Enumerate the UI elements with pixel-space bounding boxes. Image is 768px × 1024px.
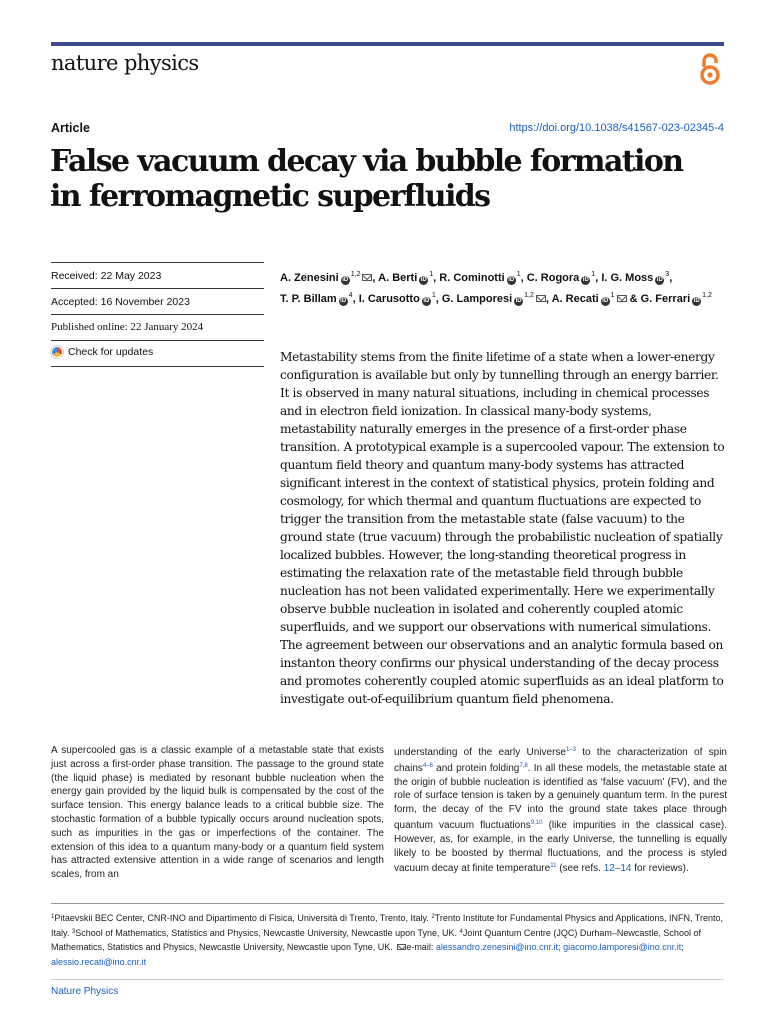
author[interactable]: R. Cominotti iD$^1$, <box>439 271 524 284</box>
email-icon[interactable] <box>362 274 372 281</box>
body-text-right: understanding of the early Universe$^{1-3}$ to the characterization of spin chains$^{4-6}$ and protein folding$^{7,8}$. In all these models, the metastable state at the origin of bubble nucleation is identified as ‘false vacuum’ (FV), and the role of surface tension is taken by a genuinely quantum term. In the purest form, the decay of the FV into the ground state takes place through quantum vacuum fluctuations$^{9,10}$ (like impurities in the classical case). However, as, for example, in the early Universe, the tunnelling is equally likely to be boosted by thermal fluctuations, and the process is styled vacuum decay at finite temperature$^{11}$ (see refs. 12–14 for reviews). <box>394 747 728 875</box>
divider <box>51 262 264 263</box>
orcid-icon[interactable]: iD <box>602 298 609 304</box>
divider <box>51 366 264 367</box>
accepted-date: Accepted: 16 November 2023 <box>51 296 190 308</box>
journal-logo[interactable]: nature physics <box>51 51 199 75</box>
author[interactable]: A. Zenesini iD$^{1,2}$ , <box>280 271 376 284</box>
top-rule <box>51 42 724 46</box>
check-for-updates-label: Check for updates <box>68 346 154 358</box>
orcid-icon[interactable]: iD <box>693 298 700 304</box>
orcid-icon[interactable]: iD <box>515 298 522 304</box>
divider <box>51 288 264 289</box>
crossmark-icon <box>51 346 63 358</box>
doi-link[interactable]: https://doi.org/10.1038/s41567-023-02345-4 <box>509 122 724 134</box>
email-icon[interactable] <box>617 295 627 302</box>
citation-link[interactable]: 1–3 <box>565 747 576 753</box>
citation-link[interactable]: 12–14 <box>603 863 632 875</box>
author-list <box>280 266 730 308</box>
divider <box>51 340 264 341</box>
open-access-icon[interactable] <box>697 52 723 86</box>
email-icon <box>397 944 406 950</box>
orcid-icon[interactable]: iD <box>423 298 430 304</box>
orcid-icon[interactable]: iD <box>508 277 515 283</box>
published-date: Published online: 22 January 2024 <box>51 321 204 333</box>
author[interactable]: C. Rogora iD$^1$, <box>526 271 599 284</box>
abstract: Metastability stems from the finite lifetime of a state when a lower-energy configuration is available but only by tunnelling through an energy barrier. It is observed in many natural situations, including in chemical processes and in electron field ionization. In classical many-body systems, metastability naturally emerges in the presence of a first-order phase transition. A prototypical example is a supercooled vapour. The extension to quantum field theory and quantum many-body systems has attracted significant interest in the context of statistical physics, protein folding and cosmology, for which thermal and quantum fluctuations are expected to trigger the transition from the metastable state (false vacuum) to the ground state (true vacuum) through the probabilistic nucleation of spatially localized bubbles. However, the long-standing theoretical progress in estimating the relaxation rate of the metastable field through bubble nucleation has not been validated experimentally. Here we experimentally observe bubble nucleation in isolated and coherently coupled atomic superfluids, and we support our observations with numerical simulations. The agreement between our observations and an analytic formula based on instanton theory confirms our physical understanding of the decay process and promotes coherently coupled atomic superfluids as an ideal platform to investigate out-of-equilibrium quantum field phenomena. <box>280 350 725 706</box>
author[interactable]: A. Recati iD$^1$ & <box>551 292 638 305</box>
title-line: in ferromagnetic superfluids <box>50 179 490 214</box>
footnote-divider <box>51 903 724 904</box>
article-type-label: Article <box>51 121 90 135</box>
orcid-icon[interactable]: iD <box>420 277 427 283</box>
email-link[interactable]: alessandro.zenesini@ino.cnr.it <box>435 942 559 953</box>
affiliations-footnote: $^1$Pitaevskii BEC Center, CNR-INO and Dipartimento di Fisica, Università di Trento, Trento, Italy. $^2$Trento Institute for Fundamental Physics and Applications, INFN, Trento, Italy. $^3$School of Mathematics, Statistics and Physics, Newcastle University, Newcastle upon Tyne, UK. $^4$Joint Quantum Centre (JQC) Durham–Newcastle, School of Mathematics, Statistics and Physics, Newcastle University, Newcastle upon Tyne, UK. e-mail: alessandro.zenesini@ino.cnr.it; giacomo.lamporesi@ino.cnr.it; alessio.recati@ino.cnr.it <box>51 913 723 967</box>
email-link[interactable]: alessio.recati@ino.cnr.it <box>51 956 147 967</box>
orcid-icon[interactable]: iD <box>656 277 663 283</box>
citation-link[interactable]: 4–6 <box>422 762 433 769</box>
divider <box>51 314 264 315</box>
footer-journal-link[interactable]: Nature Physics <box>51 986 119 997</box>
article-title <box>50 144 730 214</box>
citation-link[interactable]: 7,8 <box>519 762 528 769</box>
received-date: Received: 22 May 2023 <box>51 270 162 282</box>
author[interactable]: T. P. Billam iD$^4$, <box>280 292 356 305</box>
citation-link[interactable]: 11 <box>550 863 557 870</box>
author[interactable]: I. Carusotto iD$^1$, <box>358 292 439 305</box>
orcid-icon[interactable]: iD <box>342 277 349 283</box>
orcid-icon[interactable]: iD <box>582 277 589 283</box>
email-icon[interactable] <box>536 295 546 302</box>
check-for-updates-button[interactable] <box>51 346 153 358</box>
author[interactable]: I. G. Moss iD$^3$, <box>601 271 673 284</box>
author[interactable]: G. Ferrari iD$^{1,2}$ <box>640 292 712 305</box>
author[interactable]: G. Lamporesi iD$^{1,2}$ , <box>441 292 549 305</box>
author[interactable]: A. Berti iD$^1$, <box>378 271 437 284</box>
footer-divider <box>51 979 724 980</box>
email-link[interactable]: giacomo.lamporesi@ino.cnr.it <box>563 942 682 953</box>
orcid-icon[interactable]: iD <box>340 298 347 304</box>
body-text-left: A supercooled gas is a classic example of a metastable state that exists just across a first-order phase transition. The passage to the ground state (the liquid phase) is mediated by resonant bubble nucleation when the energy gain provided by the liquid bulk is compensated by the cost of the surface tension. This energy balance leads to a critical bubble size. The stochastic formation of a bubble typically occurs around nucleation spots, such as impurities in the gas or imperfections of the container. The extension of this idea to a quantum many-body or a quantum field system has attracted extensive attention in a wide range of scenarios and length scales, from an <box>51 745 384 881</box>
title-line: False vacuum decay via bubble formation <box>50 144 683 179</box>
citation-link[interactable]: 9,10 <box>530 819 543 826</box>
